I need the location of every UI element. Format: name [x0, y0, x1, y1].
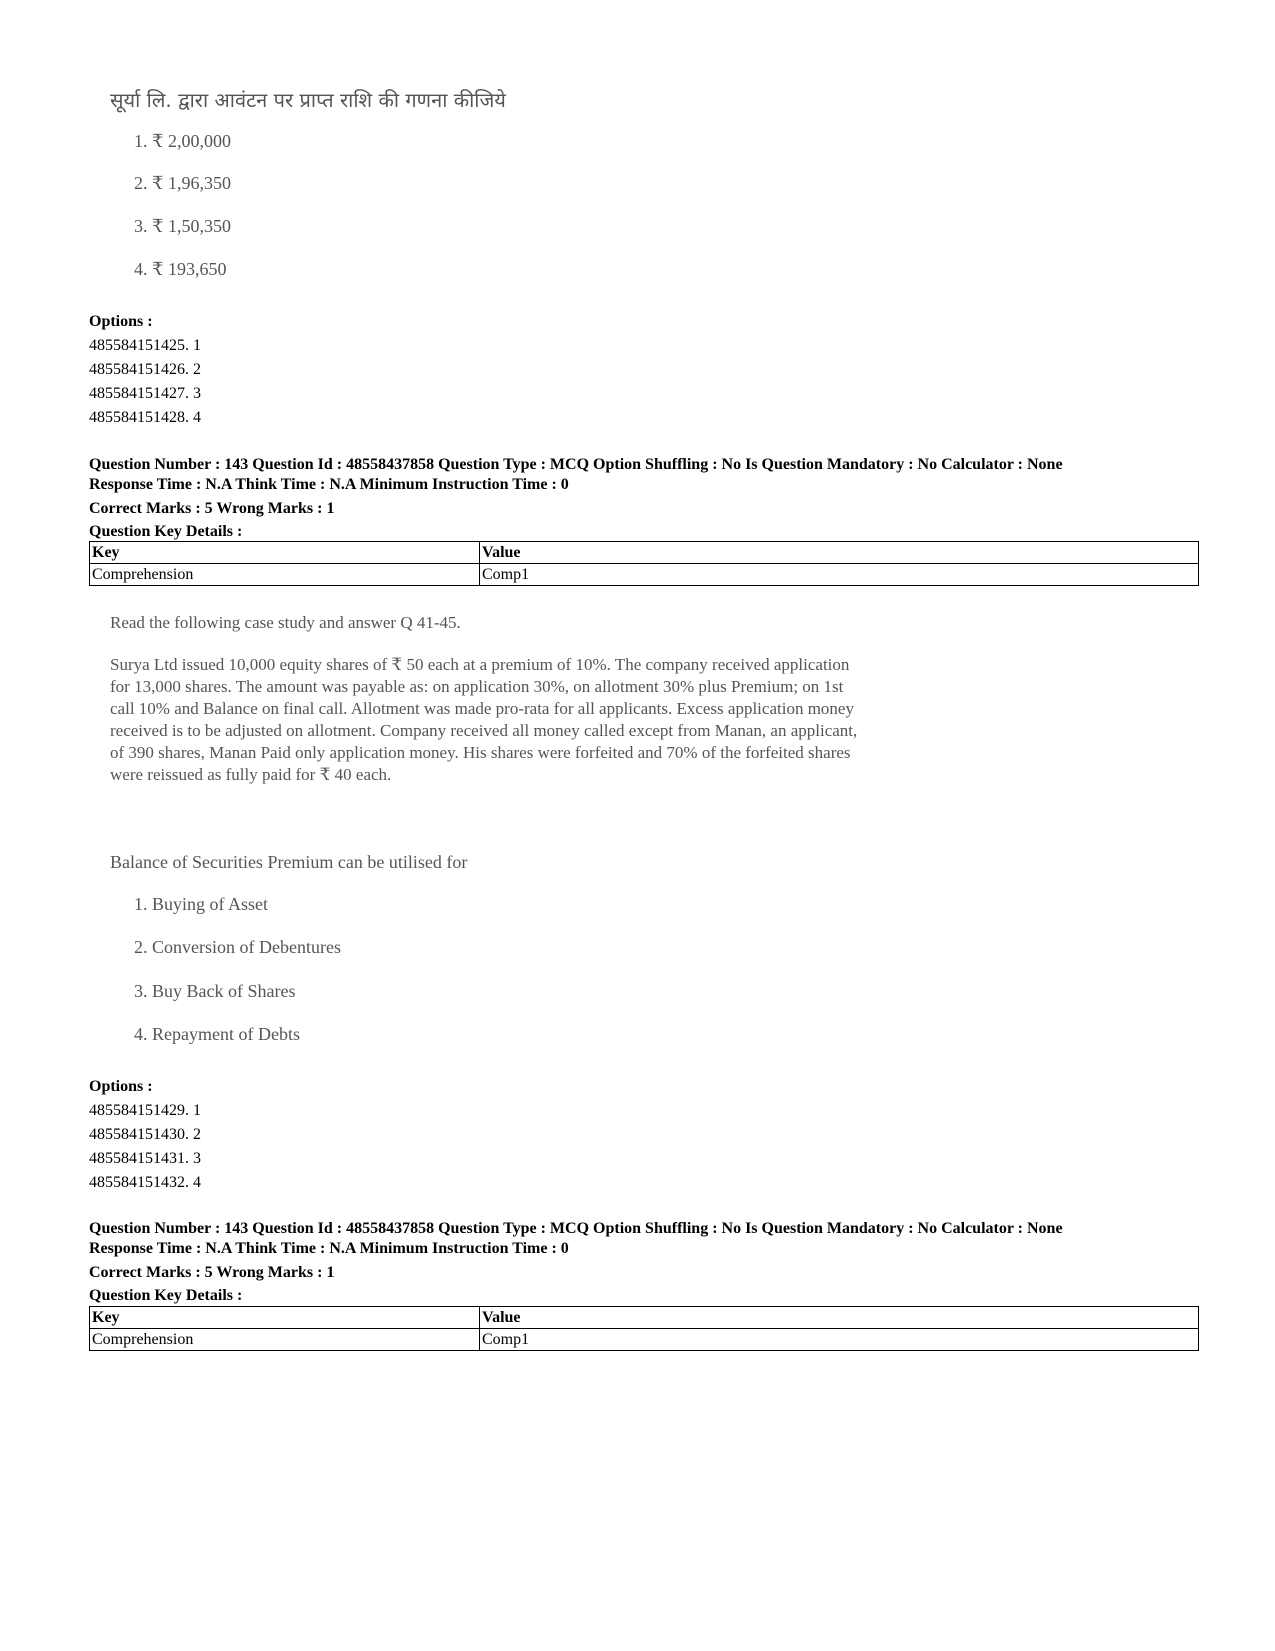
table-header-value: Value [480, 542, 1199, 564]
q2-question-text: Balance of Securities Premium can be utilised for [110, 852, 468, 872]
option-id: 485584151425. 1 [89, 337, 201, 354]
q1-choice-1: 1. ₹ 2,00,000 [134, 131, 231, 151]
table-row [90, 564, 1199, 586]
table-row [90, 1329, 1199, 1351]
options-label: Options : [89, 313, 153, 330]
option-id: 485584151431. 3 [89, 1150, 201, 1167]
table-cell: Comprehension [90, 1329, 480, 1351]
q2-choice-1: 1. Buying of Asset [134, 894, 269, 914]
option-id: 485584151428. 4 [89, 409, 201, 426]
q2-key-table [89, 541, 1199, 586]
case-line: call 10% and Balance on final call. Allotment was made pro-rata for all applicants. Excess application money [110, 699, 854, 718]
option-id: 485584151432. 4 [89, 1174, 201, 1191]
q2-choice-3: 3. Buy Back of Shares [134, 981, 296, 1001]
key-details-label: Question Key Details : [89, 523, 243, 540]
case-line: Surya Ltd issued 10,000 equity shares of ₹ 50 each at a premium of 10%. The company received application [110, 655, 850, 674]
table-cell: Comp1 [480, 564, 1199, 586]
q1-choice-4: 4. ₹ 193,650 [134, 259, 227, 279]
option-id: 485584151429. 1 [89, 1102, 201, 1119]
options-label: Options : [89, 1078, 153, 1095]
q2-options-block [89, 1075, 1199, 1195]
question-meta-line: Response Time : N.A Think Time : N.A Minimum Instruction Time : 0 [89, 476, 569, 493]
case-line: received is to be adjusted on allotment. Company received all money called except from Manan, an applicant, [110, 721, 858, 740]
q1-choice-2: 2. ₹ 1,96,350 [134, 173, 231, 193]
table-header-value: Value [480, 1307, 1199, 1329]
q3-meta [89, 1219, 1199, 1306]
case-study-paragraph [110, 654, 950, 786]
marks-line: Correct Marks : 5 Wrong Marks : 1 [89, 500, 335, 517]
option-id: 485584151426. 2 [89, 361, 201, 378]
q2-meta [89, 455, 1199, 542]
q1-question-text: सूर्या लि. द्वारा आवंटन पर प्राप्त राशि की गणना कीजिये [110, 88, 506, 112]
q2-choice-4: 4. Repayment of Debts [134, 1024, 300, 1044]
table-header-row [90, 542, 1199, 564]
q2-choice-2: 2. Conversion of Debentures [134, 937, 341, 957]
table-header-row [90, 1307, 1199, 1329]
question-meta-line: Question Number : 143 Question Id : 48558437858 Question Type : MCQ Option Shuffling : No Is Question Mandatory : No Calculator : None [89, 1220, 1063, 1237]
table-header-key: Key [90, 542, 480, 564]
marks-line: Correct Marks : 5 Wrong Marks : 1 [89, 1264, 335, 1281]
q1-options-block [89, 310, 1199, 430]
case-line: of 390 shares, Manan Paid only application money. His shares were forfeited and 70% of the forfeited shares [110, 743, 851, 762]
key-details-label: Question Key Details : [89, 1287, 243, 1304]
question-meta-line: Question Number : 143 Question Id : 48558437858 Question Type : MCQ Option Shuffling : No Is Question Mandatory : No Calculator : None [89, 456, 1063, 473]
case-intro: Read the following case study and answer Q 41-45. [110, 613, 461, 632]
q3-key-table [89, 1306, 1199, 1351]
case-line: for 13,000 shares. The amount was payable as: on application 30%, on allotment 30% plus Premium; on 1st [110, 677, 844, 696]
question-meta-line: Response Time : N.A Think Time : N.A Minimum Instruction Time : 0 [89, 1240, 569, 1257]
option-id: 485584151427. 3 [89, 385, 201, 402]
table-header-key: Key [90, 1307, 480, 1329]
table-cell: Comprehension [90, 564, 480, 586]
table-cell: Comp1 [480, 1329, 1199, 1351]
case-line: were reissued as fully paid for ₹ 40 each. [110, 765, 392, 784]
q1-choice-3: 3. ₹ 1,50,350 [134, 216, 231, 236]
option-id: 485584151430. 2 [89, 1126, 201, 1143]
